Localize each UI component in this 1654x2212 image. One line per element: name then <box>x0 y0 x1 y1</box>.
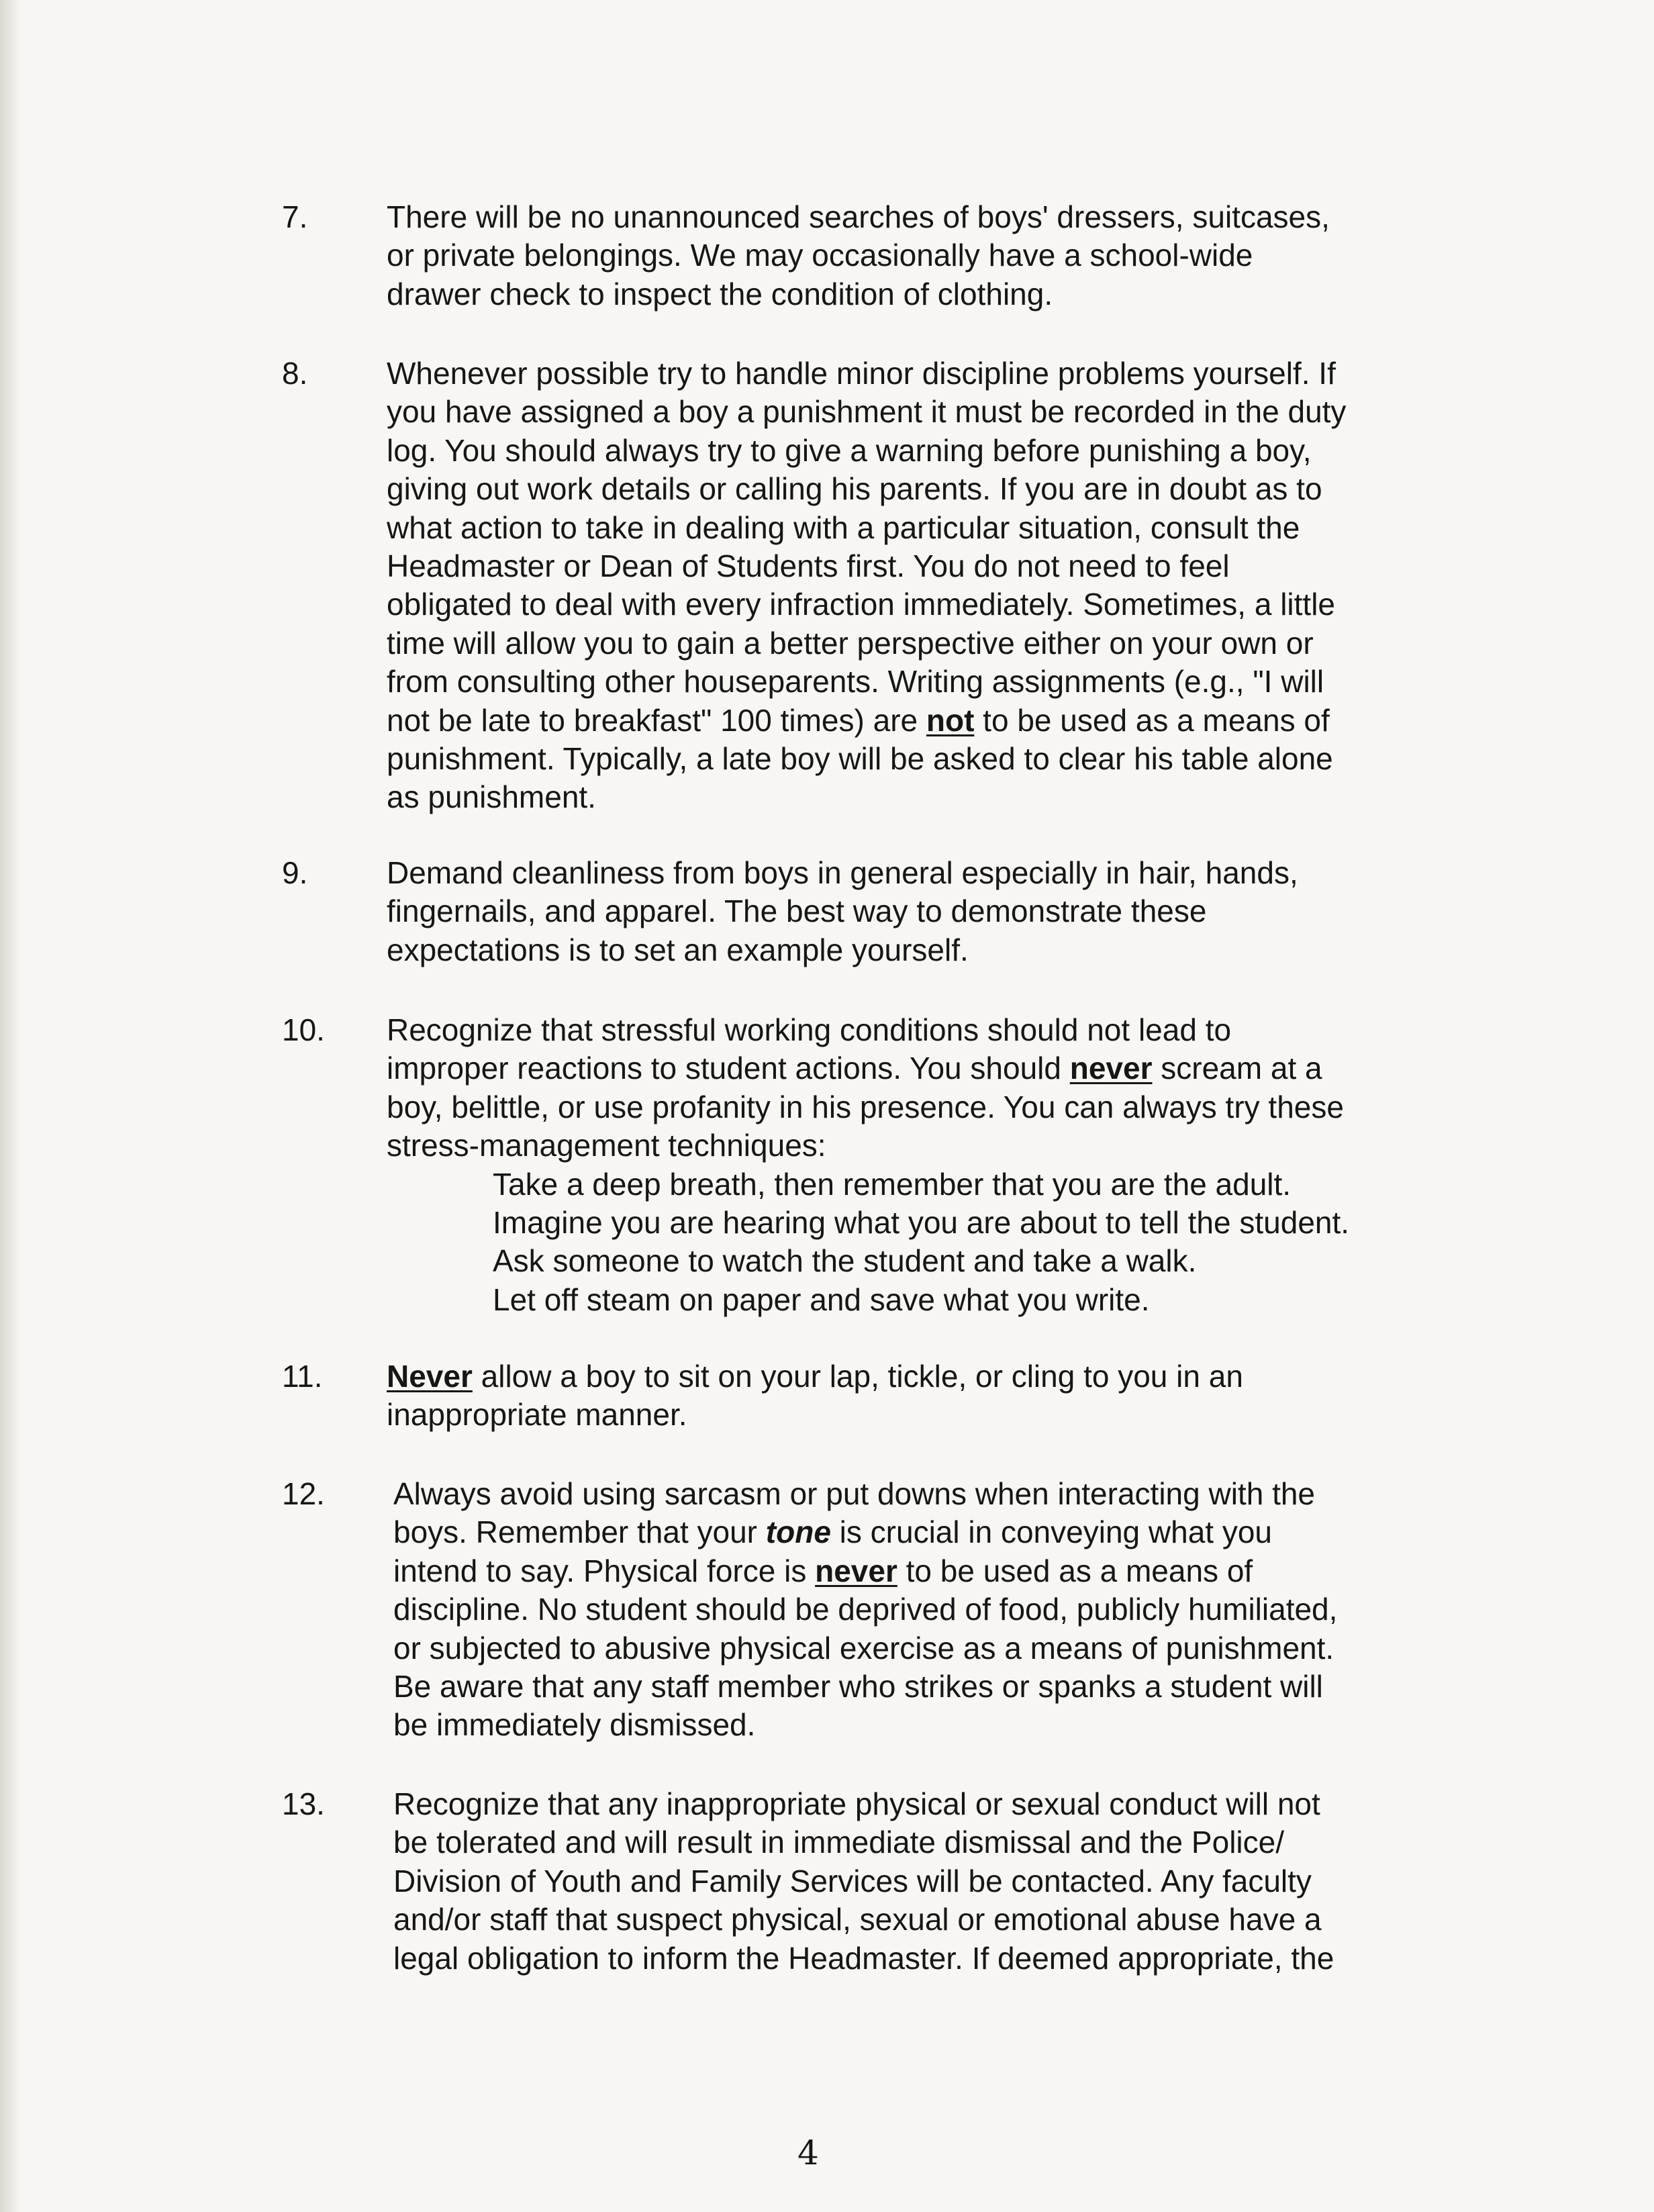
item-number: 8. <box>282 356 308 391</box>
text-line: inappropriate manner. <box>387 1397 687 1433</box>
text-line <box>393 1552 1481 1590</box>
text-segment: improper reactions to student actions. You should <box>387 1051 1070 1086</box>
text-line: obligated to deal with every infraction immediately. Sometimes, a little <box>387 587 1336 622</box>
item-text <box>393 1785 1481 1978</box>
text-line: you have assigned a boy a punishment it must be recorded in the duty <box>387 394 1347 430</box>
page-edge-shadow <box>0 0 20 2212</box>
text-line: be immediately dismissed. <box>393 1707 756 1743</box>
item-number: 13. <box>282 1786 325 1821</box>
text-segment: not be late to breakfast" 100 times) are <box>387 702 926 738</box>
technique-line: Ask someone to watch the student and take a walk. <box>493 1243 1197 1279</box>
item-text <box>387 1011 1474 1319</box>
item-number: 11. <box>282 1359 323 1394</box>
item-number: 12. <box>282 1476 325 1511</box>
item-text <box>387 1357 1474 1435</box>
emphasis-never: never <box>1069 1051 1153 1086</box>
technique-line: Let off steam on paper and save what you write. <box>493 1282 1150 1317</box>
item-number: 7. <box>282 199 308 234</box>
technique-line: Imagine you are hearing what you are about to tell the student. <box>493 1205 1350 1241</box>
text-segment: intend to say. Physical force is <box>393 1553 816 1588</box>
text-line: drawer check to inspect the condition of clothing. <box>387 276 1053 311</box>
text-line: punishment. Typically, a late boy will be asked to clear his table alone <box>387 741 1333 777</box>
item-text <box>387 854 1474 969</box>
emphasis-not: not <box>926 702 975 738</box>
text-line: time will allow you to gain a better perspective either on your own or <box>387 625 1314 661</box>
text-segment: boys. Remember that your <box>393 1514 766 1550</box>
text-line: or subjected to abusive physical exercise as a means of punishment. <box>393 1630 1334 1666</box>
text-line: stress-management techniques: <box>387 1128 826 1163</box>
text-line: Whenever possible try to handle minor discipline problems yourself. If <box>387 356 1336 391</box>
emphasis-never: never <box>815 1553 897 1588</box>
text-line <box>387 702 1474 740</box>
item-text <box>387 198 1474 314</box>
text-segment: allow a boy to sit on your lap, tickle, or cling to you in an <box>472 1359 1243 1394</box>
emphasis-never: Never <box>387 1359 473 1394</box>
text-line: Recognize that any inappropriate physical or sexual conduct will not <box>393 1786 1320 1821</box>
text-line: what action to take in dealing with a particular situation, consult the <box>387 510 1300 545</box>
text-segment: scream at a <box>1152 1051 1322 1086</box>
text-line: Headmaster or Dean of Students first. You do not need to feel <box>387 548 1230 584</box>
text-line: boy, belittle, or use profanity in his presence. You can always try these <box>387 1089 1344 1124</box>
text-line <box>393 1513 1481 1551</box>
item-number: 9. <box>282 855 308 890</box>
text-segment: is crucial in conveying what you <box>830 1514 1273 1550</box>
text-line: and/or staff that suspect physical, sexual or emotional abuse have a <box>393 1902 1322 1937</box>
text-line: Always avoid using sarcasm or put downs when interacting with the <box>393 1476 1316 1511</box>
item-text <box>387 354 1474 817</box>
item-text <box>393 1475 1481 1745</box>
emphasis-tone: tone <box>765 1514 831 1550</box>
text-segment: to be used as a means of <box>897 1553 1253 1588</box>
text-line: legal obligation to inform the Headmaster. If deemed appropriate, the <box>393 1940 1334 1976</box>
technique-line: Take a deep breath, then remember that you are the adult. <box>493 1166 1292 1202</box>
text-line: be tolerated and will result in immediate dismissal and the Police/ <box>393 1825 1284 1860</box>
text-line <box>387 1357 1474 1396</box>
item-number: 10. <box>282 1012 325 1047</box>
text-line: There will be no unannounced searches of boys' dressers, suitcases, <box>387 199 1330 234</box>
text-line: discipline. No student should be deprived of food, publicly humiliated, <box>393 1592 1338 1627</box>
text-line: Demand cleanliness from boys in general especially in hair, hands, <box>387 855 1298 890</box>
text-line: Division of Youth and Family Services will be contacted. Any faculty <box>393 1863 1312 1898</box>
text-line: log. You should always try to give a warning before punishing a boy, <box>387 432 1312 468</box>
text-line: or private belongings. We may occasionally have a school-wide <box>387 238 1253 273</box>
text-line: Recognize that stressful working conditions should not lead to <box>387 1012 1232 1047</box>
text-line: Be aware that any staff member who strikes or spanks a student will <box>393 1669 1323 1704</box>
text-line: as punishment. <box>387 779 596 815</box>
text-line: expectations is to set an example yourself. <box>387 932 969 967</box>
page-number: 4 <box>797 2133 819 2172</box>
text-segment: to be used as a means of <box>974 702 1330 738</box>
text-line: from consulting other houseparents. Writing assignments (e.g., "I will <box>387 664 1324 700</box>
text-line: giving out work details or calling his parents. If you are in doubt as to <box>387 471 1322 507</box>
text-line <box>387 1049 1474 1088</box>
text-line: fingernails, and apparel. The best way to demonstrate these <box>387 894 1207 929</box>
